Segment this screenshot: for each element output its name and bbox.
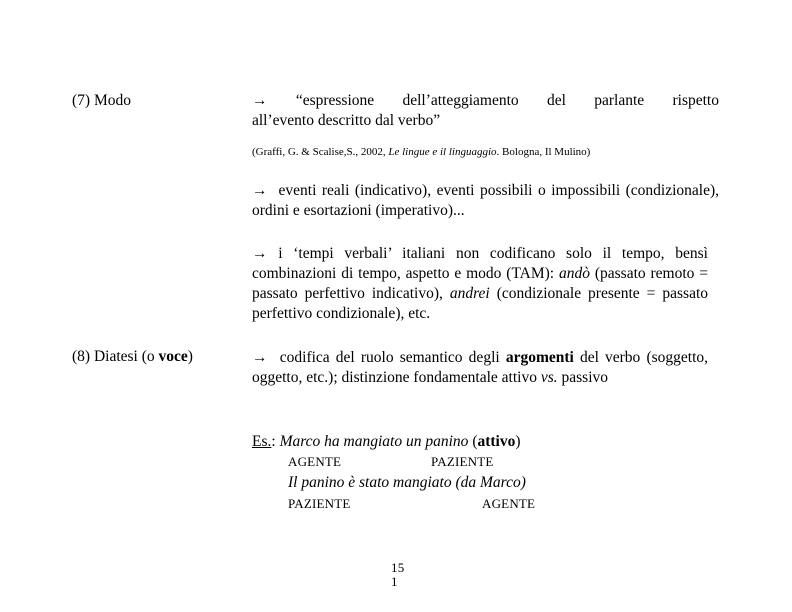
events-paragraph: → eventi reali (indicativo), eventi possibili o impossibili (condizionale), ordini e esortazioni (imperativo)... xyxy=(252,182,720,219)
citation: (Graffi, G. & Scalise,S., 2002, Le lingue e il linguaggio. Bologna, Il Mulino) xyxy=(252,146,591,158)
example-active: Es.: Marco ha mangiato un panino (attivo) xyxy=(252,433,521,450)
heading-modo: (7) Modo xyxy=(72,92,131,109)
example-passive: Il panino è stato mangiato (da Marco) xyxy=(288,474,526,491)
example-label: Es. xyxy=(252,433,272,450)
role-label-paziente-2: PAZIENTE xyxy=(288,496,351,511)
role-label-agente-2: AGENTE xyxy=(482,496,536,511)
def-word: rispetto xyxy=(672,92,719,109)
role-label-paziente: PAZIENTE xyxy=(431,454,494,469)
page-number: 15 1 xyxy=(391,560,405,589)
def-word: del xyxy=(547,92,566,109)
tam-paragraph: → i ‘tempi verbali’ italiani non codificano solo il tempo, bensì combinazioni di tempo, aspetto e modo (TAM): andò (passato remoto = passato perfettivo indicativo), andrei (condizionale presente = passato perfettivo condizionale), etc. xyxy=(252,245,709,322)
def-word: parlante xyxy=(594,92,645,109)
def-word: “espressione xyxy=(295,92,375,109)
definition-line-2: all’evento descritto dal verbo” xyxy=(252,112,441,129)
arrow-icon: → xyxy=(252,245,268,262)
arrow-icon: → xyxy=(252,92,268,109)
heading-diatesi: (8) Diatesi (o voce) xyxy=(72,348,193,365)
diatesi-paragraph: → codifica del ruolo semantico degli argomenti del verbo (soggetto, oggetto, etc.); distinzione fondamentale attivo vs. passivo xyxy=(252,349,709,386)
definition-line-1 xyxy=(252,91,719,111)
arrow-icon: → xyxy=(252,182,268,199)
arrow-icon: → xyxy=(252,349,268,366)
role-label-agente: AGENTE xyxy=(288,454,342,469)
def-word: dell’atteggiamento xyxy=(402,92,519,109)
